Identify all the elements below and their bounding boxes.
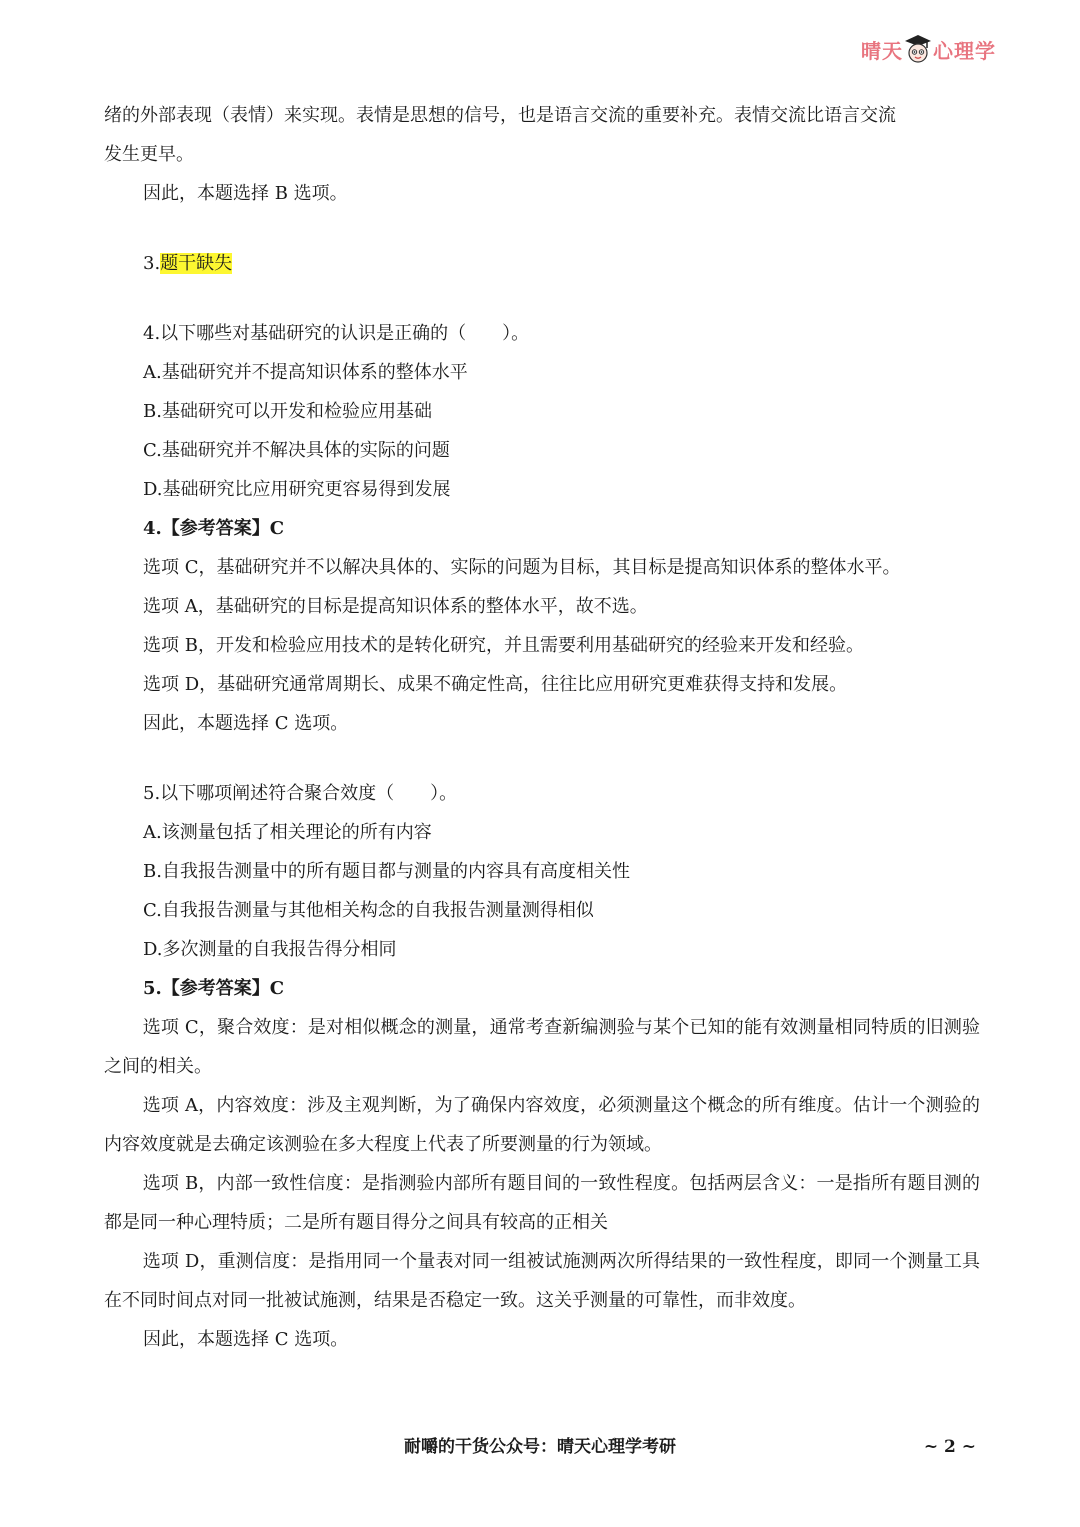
mascot-icon bbox=[904, 34, 932, 64]
conclusion-text: 因此，本题选择 C 选项。 bbox=[143, 713, 349, 734]
conclusion-text: 因此，本题选择 C 选项。 bbox=[143, 1329, 349, 1350]
explanation: 选项 D，重测信度：是指用同一个量表对同一组被试施测两次所得结果的一致性程度，即同一个测量工具在不同时间点对同一批被试施测，结果是否稳定一致。这关乎测量的可靠性，而非效度。 bbox=[104, 1251, 980, 1311]
question-5-stem: 5.以下哪项阐述符合聚合效度（ ）。 bbox=[143, 783, 458, 804]
explanation: 选项 C，聚合效度：是对相似概念的测量，通常考查新编测验与某个已知的能有效测量相同特质的旧测验之间的相关。 bbox=[104, 1017, 980, 1077]
missing-stem-note: 题干缺失 bbox=[160, 253, 233, 274]
option-a: A.该测量包括了相关理论的所有内容 bbox=[143, 822, 432, 843]
question-4-stem: 4.以下哪些对基础研究的认识是正确的（ ）。 bbox=[143, 323, 530, 344]
logo-text-right: 心理学 bbox=[933, 38, 996, 63]
answer-label: 5.【参考答案】C bbox=[143, 978, 285, 999]
footer-text: 耐嚼的干货公众号：晴天心理学考研 bbox=[404, 1437, 676, 1457]
option-d: D.多次测量的自我报告得分相同 bbox=[143, 939, 397, 960]
option-c: C.基础研究并不解决具体的实际的问题 bbox=[143, 440, 450, 461]
option-d: D.基础研究比应用研究更容易得到发展 bbox=[143, 479, 451, 500]
option-b: B.基础研究可以开发和检验应用基础 bbox=[143, 401, 432, 422]
main-content bbox=[104, 96, 980, 1359]
explanation: 选项 D，基础研究通常周期长、成果不确定性高，往往比应用研究更难获得支持和发展。 bbox=[143, 674, 848, 695]
option-a: A.基础研究并不提高知识体系的整体水平 bbox=[143, 362, 468, 383]
explanation: 选项 A，内容效度：涉及主观判断，为了确保内容效度，必须测量这个概念的所有维度。估计一个测验的内容效度就是去确定该测验在多大程度上代表了所要测量的行为领域。 bbox=[104, 1095, 980, 1155]
paragraph-line: 绪的外部表现（表情）来实现。表情是思想的信号，也是语言交流的重要补充。表情交流比语言交流 bbox=[104, 105, 896, 126]
conclusion-text: 因此，本题选择 B 选项。 bbox=[143, 183, 348, 204]
explanation: 选项 B，内部一致性信度：是指测验内部所有题目间的一致性程度。包括两层含义：一是指所有题目测的都是同一种心理特质；二是所有题目得分之间具有较高的正相关 bbox=[104, 1173, 980, 1233]
explanation: 选项 A，基础研究的目标是提高知识体系的整体水平，故不选。 bbox=[143, 596, 648, 617]
brand-logo bbox=[861, 32, 996, 66]
option-b: B.自我报告测量中的所有题目都与测量的内容具有高度相关性 bbox=[143, 861, 630, 882]
answer-label: 4.【参考答案】C bbox=[143, 518, 285, 539]
paragraph-line: 发生更早。 bbox=[104, 144, 194, 165]
option-c: C.自我报告测量与其他相关构念的自我报告测量测得相似 bbox=[143, 900, 594, 921]
page-number: ~ 2 ~ bbox=[923, 1437, 976, 1457]
logo-text-left: 晴天 bbox=[861, 38, 903, 63]
explanation: 选项 C，基础研究并不以解决具体的、实际的问题为目标，其目标是提高知识体系的整体水平。 bbox=[143, 557, 901, 578]
explanation: 选项 B，开发和检验应用技术的是转化研究，并且需要利用基础研究的经验来开发和经验。 bbox=[143, 635, 864, 656]
question-3 bbox=[104, 244, 980, 283]
question-number: 3. bbox=[143, 253, 161, 274]
